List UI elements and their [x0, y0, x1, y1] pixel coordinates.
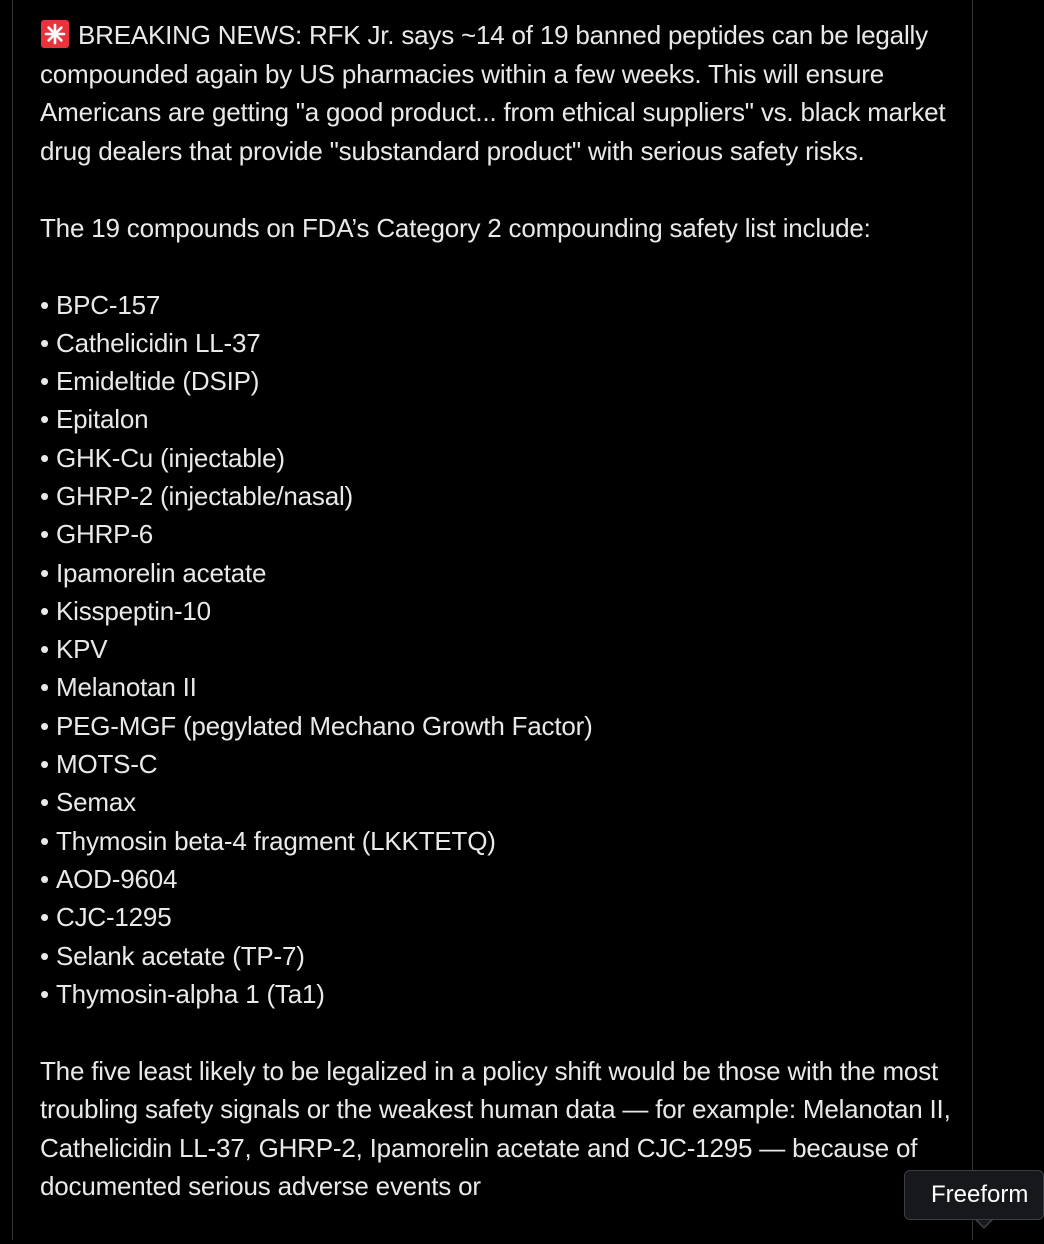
- bullet-glyph: •: [40, 366, 49, 397]
- bullet-glyph: •: [40, 289, 49, 320]
- bullet-glyph: •: [40, 672, 49, 703]
- peptide-list-item: [40, 477, 960, 515]
- peptide-list-item: [40, 286, 960, 324]
- bullet-glyph: •: [40, 749, 49, 780]
- peptide-name: Semax: [56, 787, 136, 818]
- timeline-left-border: [12, 0, 13, 1240]
- peptide-name: AOD-9604: [56, 863, 178, 894]
- timeline-right-border: [972, 0, 973, 1240]
- peptide-name: Selank acetate (TP-7): [56, 940, 305, 971]
- peptide-name: GHRP-2 (injectable/nasal): [56, 480, 354, 511]
- peptide-list-item: [40, 707, 960, 745]
- peptide-list-item: [40, 822, 960, 860]
- bullet-glyph: •: [40, 557, 49, 588]
- peptide-list-item: [40, 783, 960, 821]
- peptide-list-item: [40, 668, 960, 706]
- peptide-list-item: [40, 515, 960, 553]
- post-intro-text: The 19 compounds on FDA’s Category 2 compounding safety list include:: [40, 212, 871, 243]
- peptide-name: GHK-Cu (injectable): [56, 442, 285, 473]
- peptide-name: CJC-1295: [56, 902, 172, 933]
- bullet-glyph: •: [40, 978, 49, 1009]
- peptide-name: GHRP-6: [56, 519, 154, 550]
- bullet-glyph: •: [40, 710, 49, 741]
- peptide-list: [40, 286, 960, 1014]
- peptide-list-item: [40, 745, 960, 783]
- bullet-glyph: •: [40, 825, 49, 856]
- bullet-glyph: •: [40, 634, 49, 665]
- bullet-glyph: •: [40, 327, 49, 358]
- rotating-light-icon: [40, 19, 70, 49]
- peptide-name: MOTS-C: [56, 749, 158, 780]
- bullet-glyph: •: [40, 480, 49, 511]
- peptide-name: Epitalon: [56, 404, 149, 435]
- peptide-list-item: [40, 439, 960, 477]
- bullet-glyph: •: [40, 787, 49, 818]
- bullet-glyph: •: [40, 940, 49, 971]
- post-conclusion-text: The five least likely to be legalized in a policy shift would be those with the most troubling safety signals or the weakest human data — for example: Melanotan II, Cathelicidin LL-37, GHRP-2, Ipamorelin acetate and CJC-1295 — because of documented serious adverse events or: [40, 1055, 951, 1202]
- peptide-name: KPV: [56, 634, 108, 665]
- peptide-name: PEG-MGF (pegylated Mechano Growth Factor): [56, 710, 593, 741]
- peptide-name: BPC-157: [56, 289, 161, 320]
- peptide-list-item: [40, 400, 960, 438]
- peptide-name: Melanotan II: [56, 672, 197, 703]
- bullet-glyph: •: [40, 404, 49, 435]
- bullet-glyph: •: [40, 902, 49, 933]
- peptide-list-item: [40, 898, 960, 936]
- peptide-name: Thymosin beta-4 fragment (LKKTETQ): [56, 825, 496, 856]
- peptide-name: Ipamorelin acetate: [56, 557, 267, 588]
- peptide-name: Thymosin-alpha 1 (Ta1): [56, 978, 325, 1009]
- peptide-list-item: [40, 592, 960, 630]
- bullet-glyph: •: [40, 863, 49, 894]
- post-body: [40, 16, 960, 1244]
- peptide-list-item: [40, 554, 960, 592]
- bullet-glyph: •: [40, 519, 49, 550]
- post-headline-text: BREAKING NEWS: RFK Jr. says ~14 of 19 banned peptides can be legally compounded again by US pharmacies within a few weeks. This will ensure Americans are getting "a good product... from ethical suppliers" vs. black market drug dealers that provide "substandard product" with serious safety risks.: [40, 20, 946, 166]
- peptide-name: Emideltide (DSIP): [56, 366, 260, 397]
- peptide-name: Cathelicidin LL-37: [56, 327, 261, 358]
- freeform-tooltip: [904, 1170, 1044, 1220]
- peptide-list-item: [40, 937, 960, 975]
- bullet-glyph: •: [40, 442, 49, 473]
- post-headline-paragraph: [40, 16, 960, 170]
- peptide-list-item: [40, 362, 960, 400]
- peptide-name: Kisspeptin-10: [56, 595, 211, 626]
- peptide-list-item: [40, 860, 960, 898]
- bullet-glyph: •: [40, 595, 49, 626]
- peptide-list-item: [40, 630, 960, 668]
- peptide-list-item: [40, 975, 960, 1013]
- peptide-list-item: [40, 324, 960, 362]
- tooltip-label: Freeform: [931, 1181, 1029, 1208]
